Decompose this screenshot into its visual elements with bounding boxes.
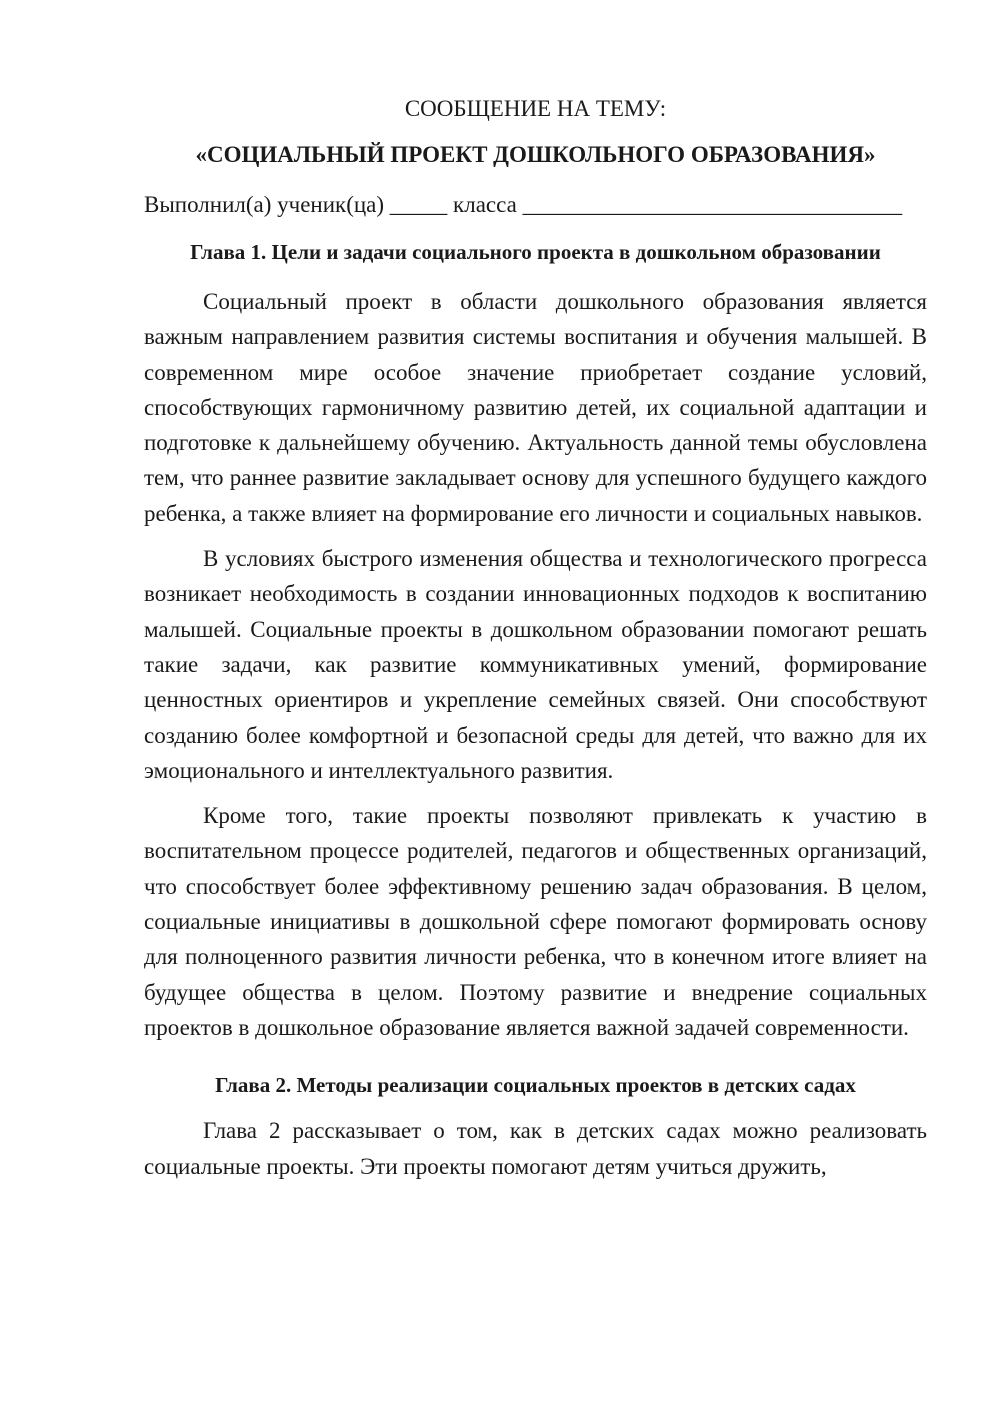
document-title: «СОЦИАЛЬНЫЙ ПРОЕКТ ДОШКОЛЬНОГО ОБРАЗОВАНИЯ» bbox=[195, 142, 876, 167]
document-heading: СООБЩЕНИЕ НА ТЕМУ: bbox=[404, 96, 667, 121]
chapter-1-title: Глава 1. Цели и задачи социального проекта в дошкольном образовании bbox=[190, 240, 881, 264]
chapter-1-paragraph-3: Кроме того, такие проекты позволяют привлекать к участию в воспитательном процессе родителей, педагогов и общественных организаций, что способствует более эффективному решению задач образования. В целом, социальные инициативы в дошкольной сфере помогают формировать основу для полноценного развития личности ребенка, что в конечном итоге влияет на будущее общества в целом. Поэтому развитие и внедрение социальных проектов в дошкольное образование является важной задачей современности. bbox=[144, 803, 927, 1040]
chapter-1-paragraph-2: В условиях быстрого изменения общества и технологического прогресса возникает необходимость в создании инновационных подходов к воспитанию малышей. Социальные проекты в дошкольном образовании помогают решать такие задачи, как развитие коммуникативных умений, формирование ценностных ориентиров и укрепление семейных связей. Они способствуют созданию более комфортной и безопасной среды для детей, что важно для их эмоционального и интеллектуального развития. bbox=[144, 546, 927, 783]
document-page bbox=[144, 92, 927, 1184]
chapter-2-title: Глава 2. Методы реализации социальных проектов в детских садах bbox=[215, 1073, 856, 1098]
student-info-line: Выполнил(а) ученик(ца) _____ класса _________________________________ bbox=[144, 192, 903, 217]
chapter-1-paragraph-1: Социальный проект в области дошкольного образования является важным направлением развития системы воспитания и обучения малышей. В современном мире особое значение приобретает создание условий, способствующих гармоничному развитию детей, их социальной адаптации и подготовке к дальнейшему обучению. Актуальность данной темы обусловлена тем, что раннее развитие закладывает основу для успешного будущего каждого ребенка, а также влияет на формирование его личности и социальных навыков. bbox=[144, 289, 927, 526]
chapter-2-paragraph-1: Глава 2 рассказывает о том, как в детских садах можно реализовать социальные проекты. Эти проекты помогают детям учиться дружить, bbox=[144, 1118, 927, 1179]
